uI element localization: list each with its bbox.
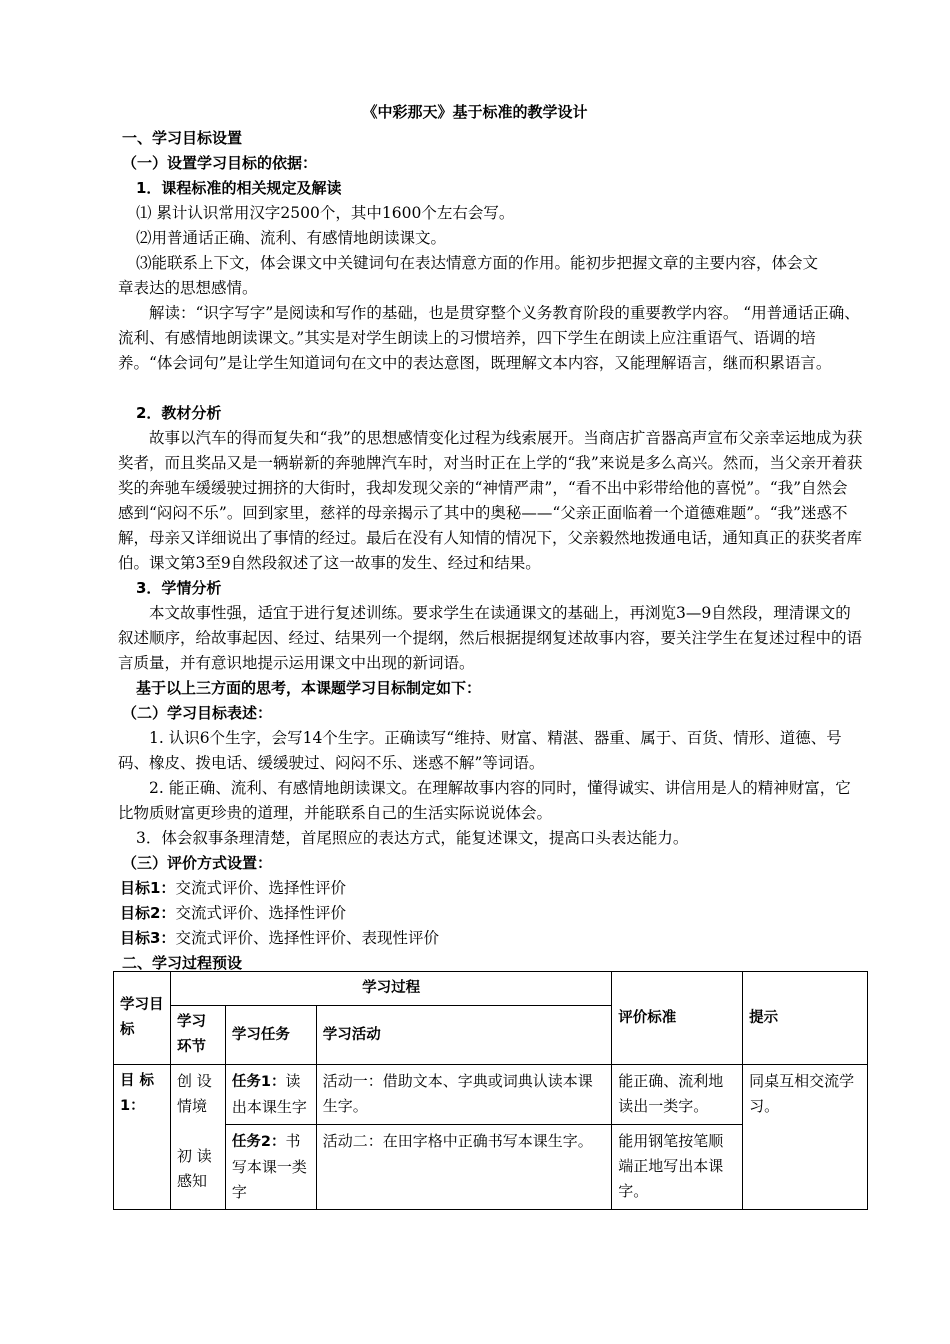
activity-cell-1: 活动一：借助文本、字典或词典认读本课生字。 [316, 1065, 612, 1125]
task-1-text: 读出本课生字 [231, 1072, 307, 1116]
table-row [114, 1065, 868, 1125]
standard-item-2: ⑵用普通话正确、流利、有感情地朗读课文。 [136, 229, 447, 247]
goal-cell: 目 标 1： [114, 1065, 171, 1210]
criteria-cell-1: 能正确、流利地读出一类字。 [612, 1065, 743, 1125]
header-learning-task: 学习任务 [225, 1006, 316, 1065]
section-heading-1: 一、学习目标设置 [122, 129, 243, 147]
learning-process-table [113, 971, 868, 1210]
header-learning-process: 学习过程 [170, 972, 611, 1006]
evaluation-goal-3-text: 交流式评价、选择性评价、表现性评价 [175, 929, 439, 947]
learning-goal-1: 1. 认识6个生字，会写14个生字。正确读写“维持、财富、精湛、器重、属于、百货、情形、道德、号码、橡皮、拨电话、缓缓驶过、闷闷不乐、迷惑不解”等词语。 [118, 729, 842, 772]
header-tips: 提示 [743, 972, 868, 1065]
standard-item-3-line2: 章表达的思想感情。 [118, 279, 258, 297]
heading-curriculum-standards: 1．课程标准的相关规定及解读 [136, 179, 342, 197]
table-header-row-1 [114, 972, 868, 1006]
subsection-heading-2: （二）学习目标表述： [122, 704, 273, 722]
evaluation-goal-2 [120, 901, 865, 926]
header-learning-activity: 学习活动 [316, 1006, 612, 1065]
evaluation-goal-1-text: 交流式评价、选择性评价 [175, 879, 346, 897]
learning-goal-2: 2. 能正确、流利、有感情地朗读课文。在理解故事内容的同时，懂得诚实、讲信用是人的精神财富，它比物质财富更珍贵的道理，并能联系自己的生活实际说说体会。 [118, 779, 851, 822]
document-title: 《中彩那天》基于标准的教学设计 [362, 103, 588, 121]
textbook-analysis-paragraph: 故事以汽车的得而复失和“我”的思想感情变化过程为线索展开。当商店扩音器高声宣布父亲幸运地成为获奖者，而且奖品又是一辆崭新的奔驰牌汽车时，对当时正在上学的“我”来说是多么高兴。然而，当父亲开着获奖的奔驰车缓缓驶过拥挤的大街时，我却发现父亲的“神情严肃”，“看不出中彩带给他的喜悦”。“我”自然会感到“闷闷不乐”。回到家里，慈祥的母亲揭示了其中的奥秘——“父亲正面临着一个道德难题”。“我”迷惑不解，母亲又详细说出了事情的经过。最后在没有人知情的情况下，父亲毅然地拨通电话，通知真正的获奖者库伯。课文第3至9自然段叙述了这一故事的发生、经过和结果。 [118, 429, 863, 572]
evaluation-goal-3 [120, 926, 865, 951]
task-2-label: 任务2： [231, 1134, 286, 1150]
evaluation-goal-1 [120, 876, 865, 901]
header-evaluation-criteria: 评价标准 [612, 972, 743, 1065]
stage-cell: 创 设 情境 初 读 感知 [170, 1065, 225, 1210]
standard-item-1: ⑴ 累计认识常用汉字2500个，其中1600个左右会写。 [136, 204, 515, 222]
subsection-heading-3: （三）评价方式设置： [122, 854, 273, 872]
evaluation-goal-3-label: 目标3： [120, 929, 176, 947]
section-heading-2: 二、学习过程预设 [122, 954, 243, 972]
task-cell-2 [225, 1125, 316, 1210]
header-learning-goal: 学习目标 [114, 972, 171, 1065]
subsection-heading-1: （一）设置学习目标的依据： [122, 154, 318, 172]
task-1-label: 任务1： [231, 1074, 286, 1090]
standard-item-3-line1: ⑶能联系上下文，体会课文中关键词句在表达情意方面的作用。能初步把握文章的主要内容，体会文 [136, 254, 819, 272]
evaluation-goal-2-label: 目标2： [120, 904, 176, 922]
evaluation-goal-2-text: 交流式评价、选择性评价 [175, 904, 346, 922]
heading-learner-analysis: 3．学情分析 [136, 579, 222, 597]
criteria-cell-2: 能用钢笔按笔顺端正地写出本课字。 [612, 1125, 743, 1210]
learning-goal-3: 3．体会叙事条理清楚，首尾照应的表达方式，能复述课文，提高口头表达能力。 [136, 829, 689, 847]
task-2-text: 书写本课一类字 [231, 1132, 307, 1201]
activity-cell-2: 活动二：在田字格中正确书写本课生字。 [316, 1125, 612, 1210]
header-learning-stage: 学习环节 [170, 1006, 225, 1065]
task-cell-1 [225, 1065, 316, 1125]
heading-textbook-analysis: 2．教材分析 [136, 404, 222, 422]
interpretation-paragraph: 解读：“识字写字”是阅读和写作的基础，也是贯穿整个义务教育阶段的重要教学内容。 “用普通话正确、流利、有感情地朗读课文。”其实是对学生朗读上的习惯培养，四下学生在朗读上应注重语气、语调的培养。“体会词句”是让学生知道词句在文中的表达意图，既理解文本内容，又能理解语言，继而积累语言。 [118, 304, 860, 372]
tips-cell: 同桌互相交流学习。 [743, 1065, 868, 1210]
evaluation-goal-1-label: 目标1： [120, 879, 176, 897]
goal-summary-line: 基于以上三方面的思考，本课题学习目标制定如下： [136, 679, 482, 697]
learner-analysis-paragraph: 本文故事性强，适宜于进行复述训练。要求学生在读通课文的基础上，再浏览3—9自然段，理清课文的叙述顺序，给故事起因、经过、结果列一个提纲，然后根据提纲复述故事内容，要关注学生在复述过程中的语言质量，并有意识地提示运用课文中出现的新词语。 [118, 604, 863, 672]
